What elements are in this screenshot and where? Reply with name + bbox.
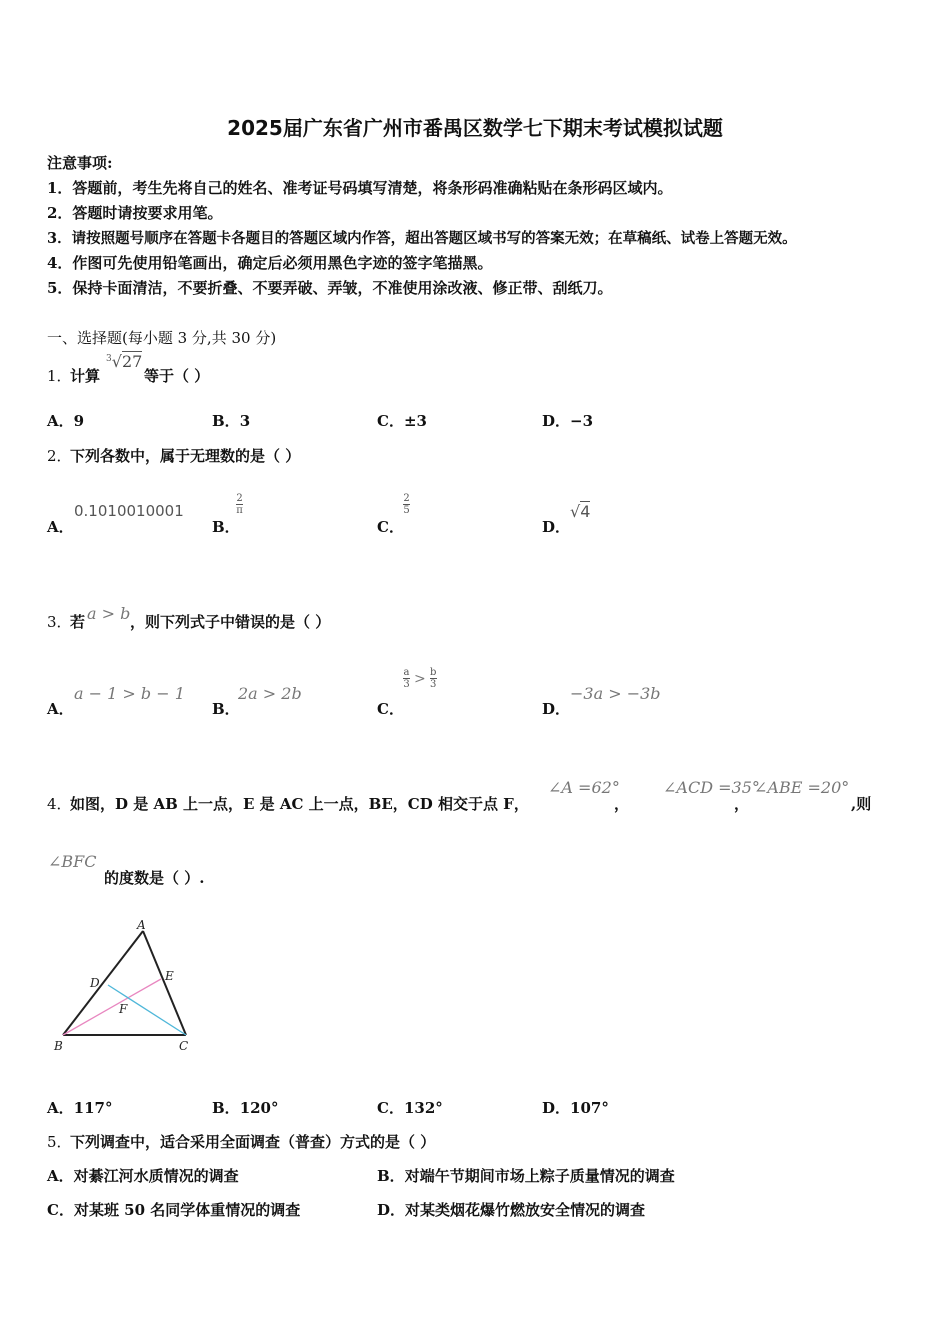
q3-option-c-label: C． — [377, 700, 404, 718]
q1-post: 等于（ ） — [144, 367, 210, 385]
q3-post: ，则下列式子中错误的是（ ） — [130, 613, 331, 631]
q5-option-d: D．对某类烟花爆竹燃放安全情况的调查 — [377, 1201, 646, 1219]
q2-option-d-label: D． — [542, 518, 571, 536]
q1-option-b: B．3 — [212, 412, 251, 430]
label-b: B — [54, 1039, 63, 1053]
q3-option-a-label: A． — [47, 700, 74, 718]
q1-pre: 计算 — [70, 367, 101, 385]
q3-number: 3． — [47, 613, 72, 631]
q4-angle-bfc: ∠BFC — [48, 852, 97, 871]
q4-comma-1: ， — [614, 795, 630, 813]
q2-option-b-label: B． — [212, 518, 240, 536]
side-ac — [143, 931, 186, 1035]
label-e: E — [165, 969, 174, 983]
q1-root-index: 3 — [106, 354, 112, 364]
q1-cube-root — [106, 352, 142, 371]
q4-option-b: B．120° — [212, 1099, 279, 1117]
notice-item-4: 4．作图可先使用铅笔画出，确定后必须用黑色字迹的签字笔描黑。 — [47, 254, 493, 272]
radical-sign-icon: √ — [570, 502, 581, 521]
q2-option-a-label: A． — [47, 518, 74, 536]
q5-text: 下列调查中，适合采用全面调查（普查）方式的是（ ） — [70, 1133, 436, 1151]
q1-number: 1． — [47, 367, 72, 385]
q2-option-d-sqrt: √4 — [570, 502, 591, 521]
q1-radicand: 27 — [121, 352, 143, 371]
q3-option-a-expr: a − 1 > b − 1 — [74, 684, 185, 703]
q2-option-c-label: C． — [377, 518, 404, 536]
q4-comma-2: ， — [734, 795, 750, 813]
label-c: C — [179, 1039, 189, 1053]
notice-item-2: 2．答题时请按要求用笔。 — [47, 204, 223, 222]
q4-option-d: D．107° — [542, 1099, 609, 1117]
label-a: A — [137, 918, 146, 932]
q1-option-d: D．−3 — [542, 412, 594, 430]
q2-text: 下列各数中，属于无理数的是（ ） — [70, 447, 301, 465]
q5-option-b: B．对端午节期间市场上粽子质量情况的调查 — [377, 1167, 675, 1185]
q3-option-c-expr: $\frac{a}{3}$ > $\frac{b}{3}$ — [403, 667, 437, 690]
q4-ask: 的度数是（ ）. — [104, 869, 205, 887]
q3-condition: a > b — [87, 604, 131, 623]
q5-option-a: A．对綦江河水质情况的调查 — [47, 1167, 239, 1185]
page-title: 2025届广东省广州市番禺区数学七下期末考试模拟试题 — [227, 116, 723, 140]
q2-number: 2． — [47, 447, 72, 465]
q4-number: 4． — [47, 795, 72, 813]
q4-triangle-figure — [40, 915, 210, 1065]
q3-option-b-label: B． — [212, 700, 240, 718]
q4-option-c: C．132° — [377, 1099, 443, 1117]
notice-item-3: 3．请按照题号顺序在答题卡各题目的答题区域内作答，超出答题区域书写的答案无效；在草稿纸、试卷上答题无效。 — [47, 230, 797, 247]
q3-pre: 若 — [70, 613, 86, 631]
notice-item-1: 1．答题前，考生先将自己的姓名、准考证号码填写清楚，将条形码准确粘贴在条形码区域内。 — [47, 179, 673, 197]
label-f: F — [119, 1002, 128, 1016]
q1-option-a: A．9 — [47, 412, 85, 430]
q3-option-d-expr: −3a > −3b — [570, 684, 661, 703]
label-d: D — [90, 976, 100, 990]
q4-then: ,则 — [851, 795, 872, 813]
notice-item-5: 5．保持卡面清洁，不要折叠、不要弄破、弄皱，不准使用涂改液、修正带、刮纸刀。 — [47, 279, 613, 297]
q2-option-c-fraction: $\frac{2}{5}$ — [403, 493, 410, 516]
radical-sign-icon: √ — [111, 352, 122, 371]
q4-option-a: A．117° — [47, 1099, 113, 1117]
q1-option-c: C．±3 — [377, 412, 427, 430]
q3-option-d-label: D． — [542, 700, 571, 718]
q4-angle-abe: ∠ABE =20° — [754, 778, 850, 797]
q2-option-a-value: 0.1010010001 — [74, 502, 184, 520]
q5-option-c: C．对某班 50 名同学体重情况的调查 — [47, 1201, 301, 1219]
notice-heading: 注意事项: — [47, 154, 113, 172]
q4-text: 如图，D 是 AB 上一点，E 是 AC 上一点，BE，CD 相交于点 F， — [70, 795, 529, 813]
section-heading: 一、选择题(每小题 3 分,共 30 分) — [47, 329, 277, 347]
q2-option-b-fraction: $\frac{2}{\pi}$ — [236, 493, 243, 516]
side-ab — [63, 931, 143, 1035]
q5-number: 5． — [47, 1133, 72, 1151]
q3-option-b-expr: 2a > 2b — [238, 684, 302, 703]
q4-angle-a: ∠A =62° — [548, 778, 620, 797]
q4-angle-acd: ∠ACD =35° — [663, 778, 760, 797]
